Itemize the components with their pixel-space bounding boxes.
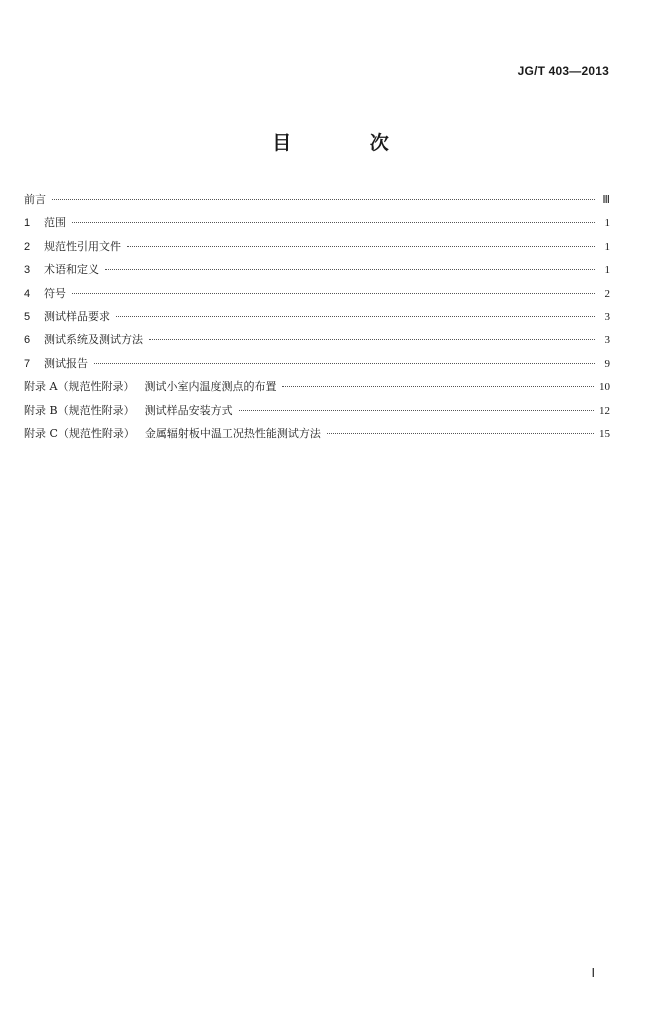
dot-leader xyxy=(116,316,595,317)
dot-leader xyxy=(239,410,594,411)
toc-entry-title: 测试系统及测试方法 xyxy=(44,333,143,347)
dot-leader xyxy=(127,246,595,247)
toc-entry[interactable] xyxy=(24,211,610,234)
toc-entry[interactable] xyxy=(24,258,610,281)
toc-entry[interactable] xyxy=(24,188,610,211)
toc-entry-number: 7 xyxy=(24,357,31,370)
toc-entry-page-number: 2 xyxy=(604,287,610,300)
standard-number: JG/T 403—2013 xyxy=(517,64,609,78)
toc-entry-title: 规范性引用文件 xyxy=(44,239,121,253)
toc-entry[interactable] xyxy=(24,305,610,328)
toc-entry-title: 金属辐射板中温工况热性能测试方法 xyxy=(144,426,321,440)
toc-entry-title: 术语和定义 xyxy=(44,263,99,277)
toc-entry[interactable] xyxy=(24,282,610,305)
toc-entry-number: 1 xyxy=(24,217,31,230)
toc-entry[interactable] xyxy=(24,235,610,258)
toc-entry-page-number: 3 xyxy=(604,334,610,347)
toc-entry-title: 测试样品安装方式 xyxy=(144,403,233,417)
dot-leader xyxy=(327,433,594,434)
toc-entry-page-number: 1 xyxy=(604,240,610,253)
dot-leader xyxy=(149,339,595,340)
toc-entry-page-number: 3 xyxy=(604,310,610,323)
page-title: 目 次 xyxy=(272,132,425,154)
toc-entry[interactable] xyxy=(24,328,610,351)
toc-entry-page-number: Ⅲ xyxy=(602,194,610,206)
dot-leader xyxy=(282,386,594,387)
toc-entry-title: 测试报告 xyxy=(44,356,88,370)
table-of-contents xyxy=(24,188,610,445)
toc-entry-number: 2 xyxy=(24,240,31,253)
toc-entry[interactable] xyxy=(24,352,610,375)
toc-entry-title: 符号 xyxy=(44,286,66,300)
toc-entry-page-number: 12 xyxy=(599,404,610,417)
toc-entry-page-number: 15 xyxy=(599,427,610,440)
toc-entry[interactable] xyxy=(24,399,610,422)
toc-entry-page-number: 10 xyxy=(599,381,610,394)
toc-entry-appendix-label: 附录 C（规范性附录） xyxy=(24,426,135,440)
toc-entry[interactable] xyxy=(24,422,610,445)
toc-entry-number: 4 xyxy=(24,287,31,300)
toc-entry-number: 5 xyxy=(24,310,31,323)
toc-entry-appendix-label: 附录 A（规范性附录） xyxy=(24,380,135,394)
toc-entry-title: 测试样品要求 xyxy=(44,309,110,323)
dot-leader xyxy=(105,269,595,270)
page-number: Ⅰ xyxy=(591,966,595,980)
toc-entry-page-number: 9 xyxy=(604,357,610,370)
toc-entry-page-number: 1 xyxy=(604,264,610,277)
toc-entry-title: 前言 xyxy=(24,193,46,206)
toc-entry-title: 测试小室内温度测点的布置 xyxy=(144,380,277,394)
dot-leader xyxy=(72,222,595,223)
toc-entry-number: 3 xyxy=(24,264,31,277)
toc-entry-appendix-label: 附录 B（规范性附录） xyxy=(24,403,135,417)
toc-entry-number: 6 xyxy=(24,334,31,347)
dot-leader xyxy=(52,199,595,200)
dot-leader xyxy=(72,293,595,294)
toc-entry-page-number: 1 xyxy=(604,217,610,230)
toc-entry-title: 范围 xyxy=(44,216,66,230)
dot-leader xyxy=(94,363,595,364)
toc-entry[interactable] xyxy=(24,375,610,398)
